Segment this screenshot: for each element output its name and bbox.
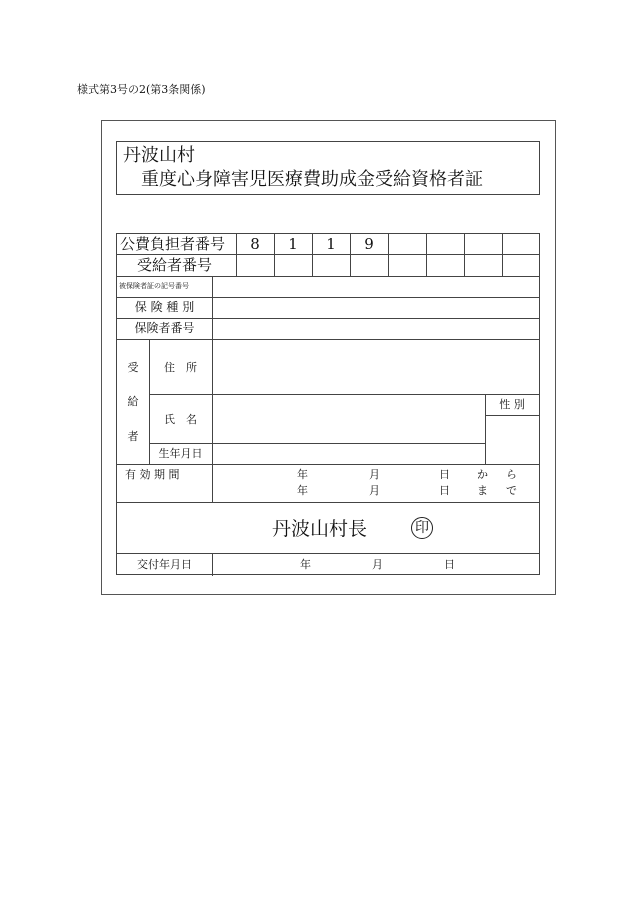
validity-to-month: 月	[369, 484, 380, 497]
payer-digit: 9	[364, 235, 374, 253]
grid-line	[426, 234, 427, 276]
grid-line	[117, 464, 539, 465]
grid-line	[388, 234, 389, 276]
grid-line	[117, 339, 539, 340]
grid-line	[485, 415, 539, 416]
grid-line	[117, 276, 539, 277]
validity-from-year: 年	[297, 468, 308, 481]
grid-line	[149, 394, 539, 395]
grid-line	[212, 276, 213, 339]
insured-cert-label: 被保険者証の記号番号	[119, 282, 189, 290]
validity-from-suffix: ら	[506, 468, 517, 481]
name-label: 氏 名	[164, 413, 197, 426]
sex-label: 性 別	[499, 398, 525, 411]
grid-line	[149, 443, 485, 444]
payer-digit: 8	[250, 235, 260, 253]
validity-to-suffix: ま	[477, 484, 488, 497]
recipient-side-char: 者	[127, 430, 139, 443]
recipient-side-char: 受	[127, 361, 139, 374]
grid-line	[212, 339, 213, 502]
validity-to-suffix: で	[506, 484, 517, 497]
certificate-grid	[116, 233, 540, 575]
seal-icon: 印	[411, 517, 433, 539]
payer-number-label: 公費負担者番号	[120, 235, 226, 253]
insurance-type-label: 保 険 種 別	[134, 300, 195, 314]
payer-digit: 1	[288, 235, 298, 253]
birth-label: 生年月日	[158, 447, 203, 460]
insurer-number-label: 保険者番号	[134, 321, 195, 335]
grid-line	[464, 234, 465, 276]
validity-label: 有 効 期 間	[125, 468, 180, 481]
issue-date-year: 年	[300, 558, 311, 571]
validity-from-month: 月	[369, 468, 380, 481]
issue-date-day: 日	[444, 558, 455, 571]
issue-date-month: 月	[372, 558, 383, 571]
grid-line	[149, 339, 150, 464]
issue-date-label: 交付年月日	[137, 558, 192, 571]
certificate-title: 重度心身障害児医療費助成金受給資格者証	[141, 169, 483, 190]
validity-from-day: 日	[439, 468, 450, 481]
validity-to-day: 日	[439, 484, 450, 497]
grid-line	[117, 502, 539, 503]
validity-to-year: 年	[297, 484, 308, 497]
payer-digit: 1	[326, 235, 336, 253]
address-label: 住 所	[164, 361, 197, 374]
grid-line	[502, 234, 503, 276]
grid-line	[212, 553, 213, 576]
village-name: 丹波山村	[123, 145, 195, 166]
recipient-number-label: 受給者番号	[137, 256, 213, 274]
grid-line	[117, 553, 539, 554]
grid-line	[117, 297, 539, 298]
issuer-name: 丹波山村長	[272, 518, 368, 540]
grid-line	[117, 254, 539, 255]
validity-from-suffix: か	[477, 468, 488, 481]
title-box	[116, 141, 540, 195]
grid-line	[117, 318, 539, 319]
recipient-side-char: 給	[127, 395, 139, 408]
form-reference: 様式第3号の2(第3条関係)	[77, 83, 206, 96]
